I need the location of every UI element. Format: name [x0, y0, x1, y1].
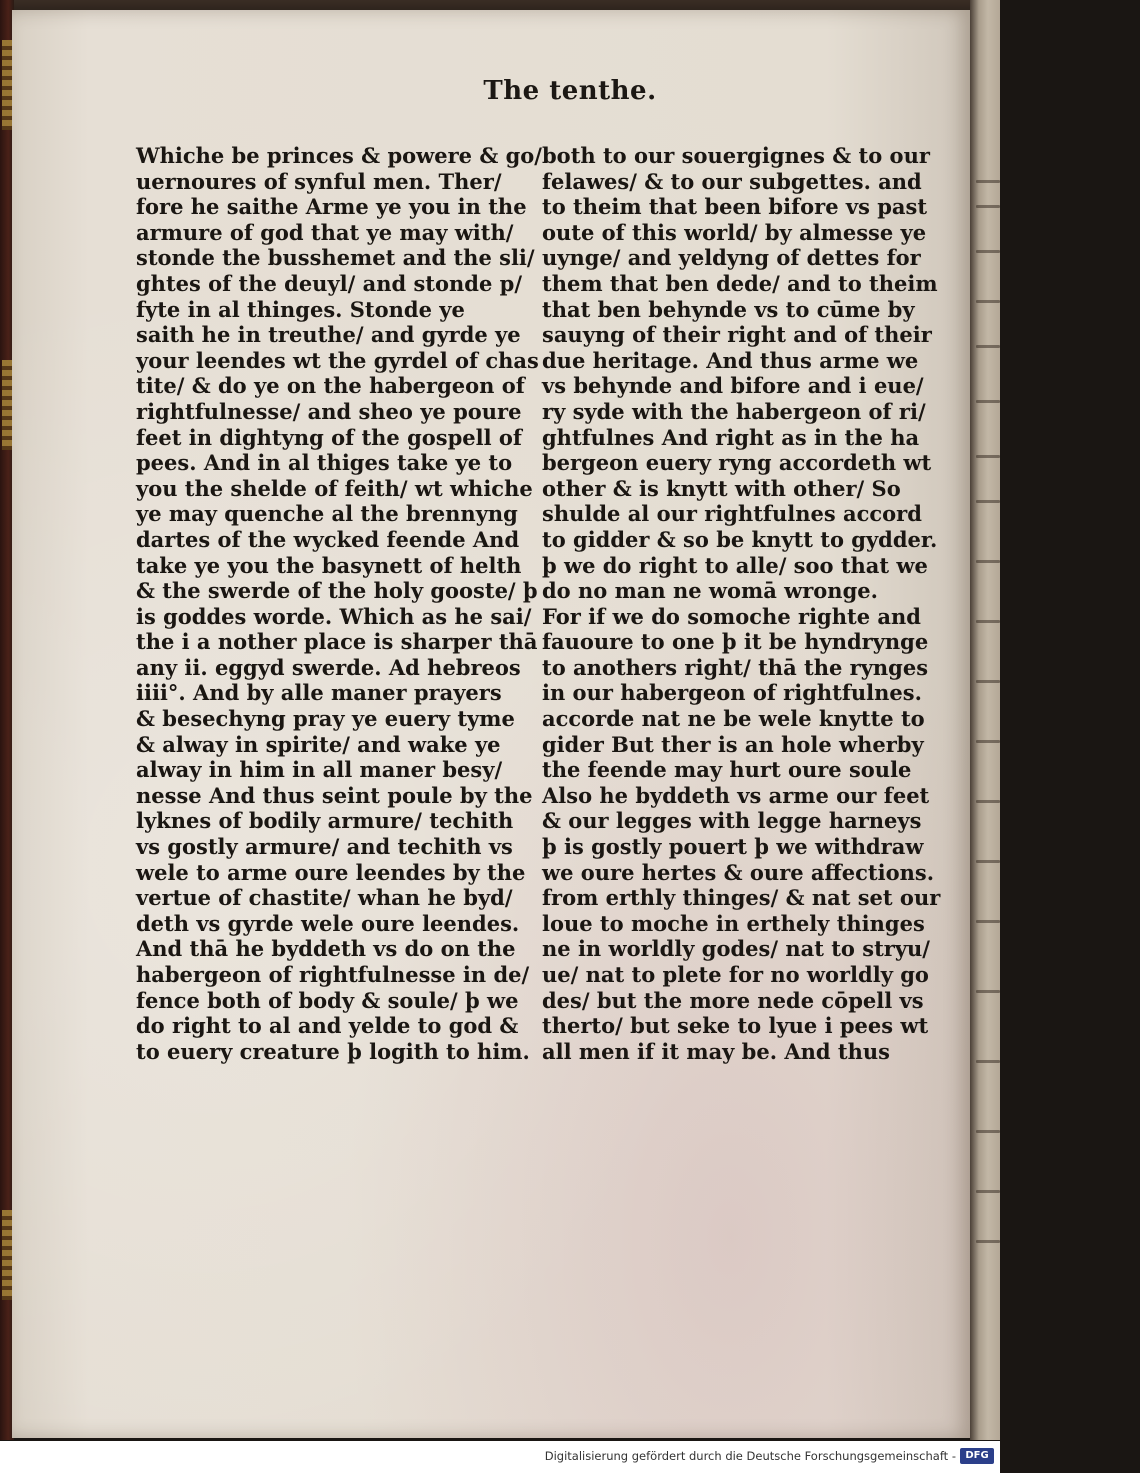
- text-line: due heritage. And thus arme we: [542, 347, 919, 373]
- text-line: iiii°. And by alle maner prayers: [136, 680, 502, 706]
- text-line: rightfulnesse/ and sheo ye poure: [136, 398, 522, 424]
- dfg-logo: DFG: [960, 1448, 994, 1464]
- text-line: the i a nother place is sharper thā: [136, 629, 538, 655]
- text-line: fauoure to one þ it be hyndrynge: [542, 629, 929, 655]
- text-line: For if we do somoche righte and: [542, 603, 921, 629]
- text-line: ghtfulnes And right as in the ha: [542, 424, 920, 450]
- text-line: the feende may hurt oure soule: [542, 757, 912, 783]
- text-line: stonde the busshemet and the sli/: [136, 245, 535, 271]
- text-line: Also he byddeth vs arme our feet: [542, 782, 930, 808]
- gilt-ornament: [2, 360, 12, 450]
- text-line: sauyng of their right and of their: [542, 322, 932, 348]
- text-line: all men if it may be. And thus: [542, 1038, 890, 1064]
- text-line: fore he saithe Arme ye you in the: [136, 194, 527, 220]
- digitization-footer: [0, 1441, 1000, 1473]
- text-line: habergeon of rightfulnesse in de/: [136, 962, 530, 987]
- text-line: & alway in spirite/ and wake ye: [136, 731, 501, 757]
- text-line: to anothers right/ thā the rynges: [542, 654, 929, 680]
- text-line: felawes/ & to our subgettes. and: [542, 168, 922, 194]
- gilt-ornament: [2, 1210, 12, 1300]
- text-line: vs gostly armure/ and techith vs: [136, 834, 513, 860]
- text-line: ye may quenche al the brennyng: [136, 501, 518, 527]
- text-line: do no man ne womā wronge.: [542, 578, 878, 604]
- text-line: fence both of body & soule/ þ we: [136, 987, 519, 1013]
- text-line: oute of this world/ by almesse ye: [542, 219, 927, 245]
- text-line: to gidder & so be knytt to gydder.: [542, 526, 938, 552]
- facing-page-edge: [970, 0, 1000, 1440]
- text-line: uynge/ and yeldyng of dettes for: [542, 245, 921, 271]
- text-line: shulde al our rightfulnes accord: [542, 501, 922, 527]
- text-line: vs behynde and bifore and i eue/: [542, 373, 924, 399]
- text-line: tite/ & do ye on the habergeon of: [136, 373, 525, 399]
- text-line: take ye you the basynett of helth: [136, 552, 522, 578]
- text-line: lyknes of bodily armure/ techith: [136, 808, 514, 834]
- text-line: ry syde with the habergeon of ri/: [542, 398, 926, 424]
- text-line: nesse And thus seint poule by the: [136, 782, 533, 808]
- text-line: saith he in treuthe/ and gyrde ye: [136, 322, 521, 348]
- text-line: þ we do right to alle/ soo that we: [542, 552, 928, 578]
- text-line: bergeon euery ryng accordeth wt: [542, 450, 932, 476]
- text-line: & the swerde of the holy gooste/ þ: [136, 578, 538, 604]
- text-line: therto/ but seke to lyue i pees wt: [542, 1013, 929, 1039]
- text-line: gider But ther is an hole wherby: [542, 731, 924, 757]
- running-head: The tenthe.: [483, 76, 657, 106]
- text-line: in our habergeon of rightfulnes.: [542, 680, 922, 706]
- text-line: other & is knytt with other/ So: [542, 475, 901, 501]
- text-line: feet in dightyng of the gospell of: [136, 424, 522, 450]
- text-line: is goddes worde. Which as he sai/: [136, 603, 532, 629]
- text-line: to theim that been bifore vs past: [542, 194, 928, 220]
- text-line: þ is gostly pouert þ we withdraw: [542, 834, 924, 860]
- text-line: & besechyng pray ye euery tyme: [136, 706, 515, 732]
- text-line: wele to arme oure leendes by the: [136, 859, 526, 885]
- text-line: des/ but the more nede cōpell vs: [542, 987, 924, 1013]
- text-line: pees. And in al thiges take ye to: [136, 450, 513, 476]
- text-line: deth vs gyrde wele oure leendes.: [136, 910, 520, 936]
- text-line: Whiche be princes & powere & go/: [136, 143, 542, 168]
- text-line: vertue of chastite/ whan he byd/: [136, 885, 513, 911]
- text-line: do right to al and yelde to god &: [136, 1013, 519, 1039]
- text-line: uernoures of synful men. Ther/: [136, 168, 502, 194]
- text-line: that ben behynde vs to cūme by: [542, 296, 915, 322]
- text-line: ne in worldly godes/ nat to stryu/: [542, 936, 930, 962]
- text-line: both to our souergignes & to our: [542, 143, 930, 168]
- text-line: And thā he byddeth vs do on the: [136, 936, 516, 962]
- text-line: loue to moche in erthely thinges: [542, 910, 925, 936]
- text-line: & our legges with legge harneys: [542, 808, 922, 834]
- text-line: any ii. eggyd swerde. Ad hebreos: [136, 654, 521, 680]
- text-line: your leendes wt the gyrdel of chas: [136, 347, 539, 373]
- left-text-column: [136, 143, 542, 1064]
- text-line: ue/ nat to plete for no worldly go: [542, 962, 929, 987]
- text-line: accorde nat ne be wele knytte to: [542, 706, 925, 732]
- text-line: ghtes of the deuyl/ and stonde p/: [136, 270, 522, 296]
- text-line: to euery creature þ logith to him.: [136, 1038, 530, 1064]
- text-line: you the shelde of feith/ wt whiche: [136, 475, 533, 501]
- text-line: fyte in al thinges. Stonde ye: [136, 296, 465, 322]
- text-line: from erthly thinges/ & nat set our: [542, 885, 941, 911]
- right-text-column: [542, 143, 941, 1064]
- text-line: alway in him in all maner besy/: [136, 757, 503, 783]
- text-line: dartes of the wycked feende And: [136, 526, 520, 552]
- footer-credit: Digitalisierung gefördert durch die Deutsche Forschungsgemeinschaft -: [544, 1449, 956, 1463]
- text-line: we oure hertes & oure affections.: [542, 859, 935, 885]
- text-line: armure of god that ye may with/: [136, 219, 514, 245]
- text-line: them that ben dede/ and to theim: [542, 270, 938, 296]
